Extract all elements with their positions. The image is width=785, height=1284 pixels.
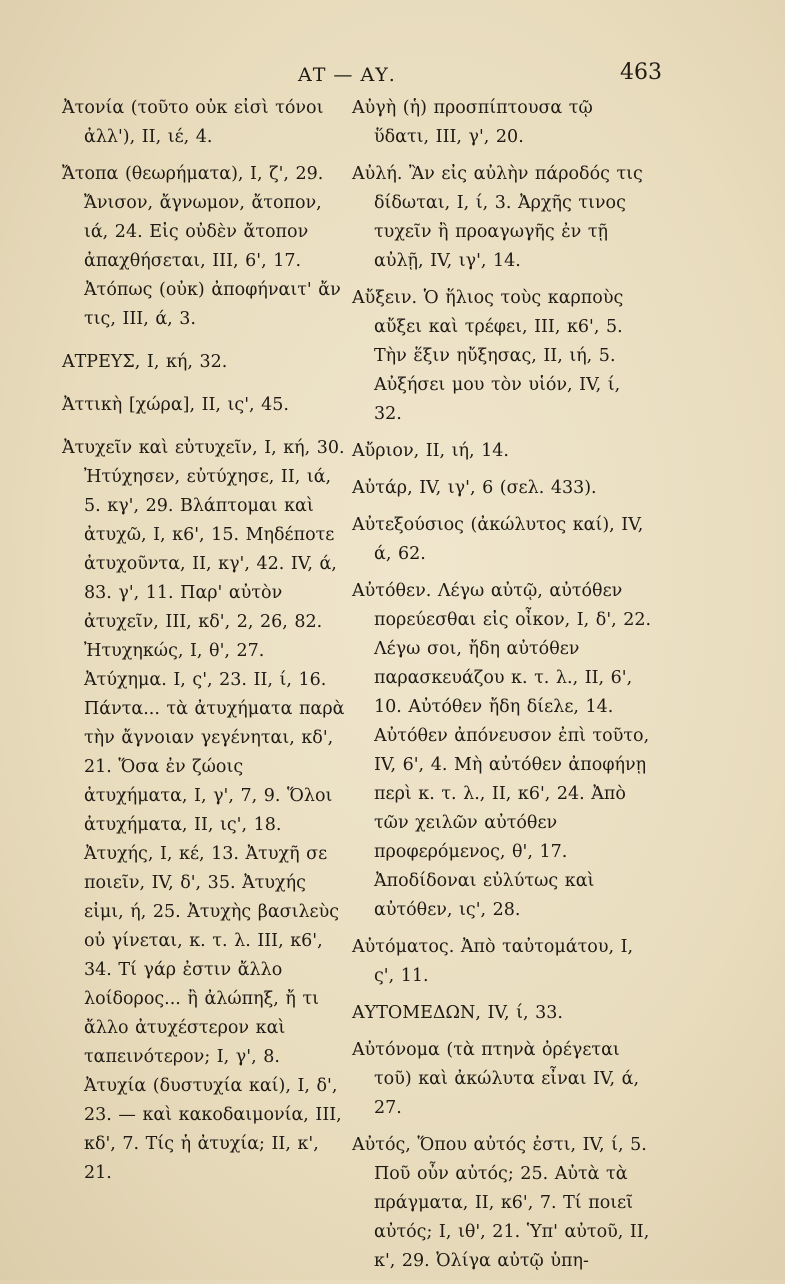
index-entry: Αὐτόθεν. Λέγω αὐτῷ, αὐτόθεν πορεύεσθαι εἰς οἶκον, I, δ', 22. Λέγω σοι, ἤδη αὐτόθεν παρασκευάζου κ. τ. λ., II, 6', 10. Αὐτόθεν ἤδη δίελε, 14. Αὐτόθεν ἀπόνευσον ἐπὶ τοῦτο, IV, 6', 4. Μὴ αὐτόθεν ἀποφήνῃ περὶ κ. τ. λ., II, κ6', 24. Ἀπὸ τῶν χειλῶν αὐτόθεν προφερόμενος, θ', 17. Ἀποδίδοναι εὐλύτως καὶ αὐτόθεν, ις', 28.	[352, 581, 652, 920]
page-number: 463	[620, 60, 662, 85]
index-entry: Αὐτόνομα (τὰ πτηνὰ ὀρέγεται τοῦ) καὶ ἀκώλυτα εἶναι IV, ά, 27.	[352, 1040, 640, 1118]
index-entry: Αὔξειν. Ὁ ἥλιος τοὺς καρποὺς αὔξει καὶ τρέφει, III, κ6', 5. Τὴν ἕξιν ηὔξησας, II, ιή, 5. Αὐξήσει μου τὸν υἱόν, IV, ί, 32.	[352, 288, 624, 424]
page-header	[60, 60, 660, 90]
index-entry: Αὐτός, Ὅπου αὐτός ἐστι, IV, ί, 5. Ποῦ οὖν αὐτός; 25. Αὐτὰ τὰ πράγματα, II, κ6', 7. Τί ποιεῖ αὐτός; I, ιθ', 21. Ὑπ' αὐτοῦ, II, κ', 29. Ὀλίγα αὐτῷ ὑπη-	[352, 1135, 650, 1271]
index-entry: ΑΥΤΟΜΕΔΩΝ, IV, ί, 33.	[352, 1003, 563, 1023]
index-entry: Ἀτυχεῖν καὶ εὐτυχεῖν, I, κή, 30. Ἠτύχησεν, εὐτύχησε, II, ιά, 5. κγ', 29. Βλάπτομαι καὶ ἀτυχῶ, I, κ6', 15. Μηδέποτε ἀτυχοῦντα, II, κγ', 42. IV, ά, 83. γ', 11. Παρ' αὐτὸν ἀτυχεῖν, III, κδ', 2, 26, 82. Ἠτυχηκώς, I, θ', 27. Ἀτύχημα. I, ς', 23. II, ί, 16. Πάντα... τὰ ἀτυχήματα παρὰ τὴν ἄγνοιαν γεγένηται, κδ', 21. Ὅσα ἐν ζώοις ἀτυχήματα, I, γ', 7, 9. Ὅλοι ἀτυχήματα, II, ις', 18. Ἀτυχής, I, κέ, 13. Ἀτυχῆ σε ποιεῖν, IV, δ', 35. Ἀτυχής εἰμι, ή, 25. Ἀτυχὴς βασιλεὺς οὐ γίνεται, κ. τ. λ. III, κ6', 34. Τί γάρ ἐστιν ἄλλο λοίδορος... ἢ ἀλώπηξ, ἤ τι ἄλλο ἀτυχέστερον καὶ ταπεινότερον; I, γ', 8. Ἀτυχία (δυστυχία καί), I, δ', 23. — καὶ κακοδαιμονία, III, κδ', 7. Τίς ἡ ἀτυχία; II, κ', 21.	[62, 438, 345, 1183]
index-entry: Αὐλή. Ἂν εἰς αὐλὴν πάροδός τις δίδωται, I, ί, 3. Ἀρχῆς τινος τυχεῖν ἢ προαγωγῆς ἐν τῇ αὐλῇ, IV, ιγ', 14.	[352, 164, 643, 271]
index-entry: Αὐγὴ (ἡ) προσπίπτουσα τῷ ὕδατι, III, γ', 20.	[352, 98, 593, 147]
index-entry: Ἄτοπα (θεωρήματα), I, ζ', 29. Ἄνισον, ἄγνωμον, ἄτοπον, ιά, 24. Εἰς οὐδὲν ἄτοπον ἀπαχθήσεται, III, 6', 17. Ἀτόπως (οὐκ) ἀποφήναιτ' ἄν τις, III, ά, 3.	[62, 164, 341, 329]
right-column	[352, 94, 652, 1284]
index-entry: Ἀτονία (τοῦτο οὐκ εἰσὶ τόνοι ἀλλ'), II, ιέ, 4.	[62, 98, 324, 147]
index-entry: Αὐτεξούσιος (ἀκώλυτος καί), IV, ά, 62.	[352, 515, 644, 564]
index-entry: ΑΤΡΕΥΣ, I, κή, 32.	[62, 352, 228, 372]
index-entry: Ἀττικὴ [χώρα], II, ις', 45.	[62, 395, 289, 415]
left-column	[62, 94, 345, 1196]
index-entry: Αὐτάρ, IV, ιγ', 6 (σελ. 433).	[352, 478, 597, 498]
index-entry: Αὐτόματος. Ἀπὸ ταὐτομάτου, I, ς', 11.	[352, 937, 634, 986]
running-head: ΑΤ — ΑΥ.	[298, 64, 396, 86]
index-entry: Αὔριον, II, ιή, 14.	[352, 441, 509, 461]
